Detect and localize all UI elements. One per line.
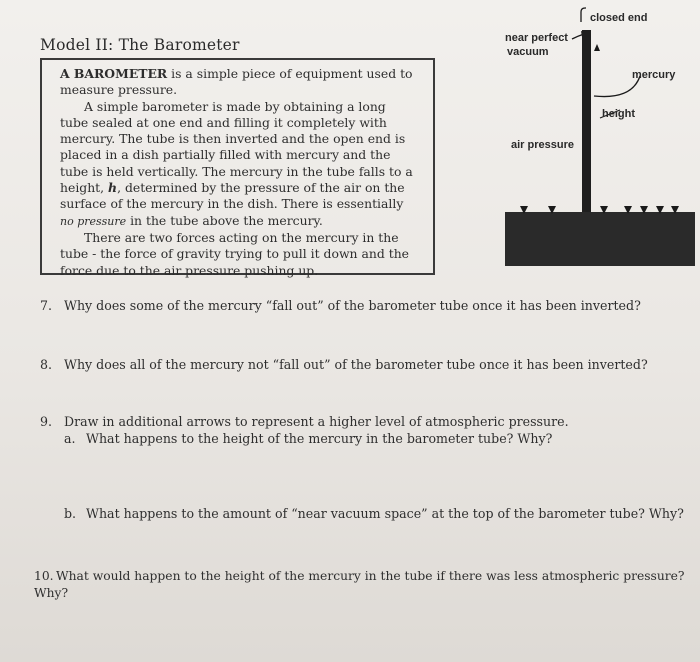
closed-end-bracket xyxy=(581,8,586,22)
mercury-label: mercury xyxy=(632,69,676,81)
model-description-box xyxy=(40,58,435,278)
question-9a xyxy=(64,430,552,447)
paragraph-1-text: is a simple piece of equipment used to measure pressure. xyxy=(60,66,413,98)
no-pressure-emphasis: no pressure xyxy=(60,214,127,228)
pressure-arrow-up xyxy=(594,44,600,51)
question-number: 7. xyxy=(40,298,53,313)
near-perfect-label: near perfect xyxy=(505,32,568,44)
question-text: Draw in additional arrows to represent a higher level of atmospheric pressure. xyxy=(64,414,569,429)
sub-question-letter: a. xyxy=(64,431,76,446)
question-number: 8. xyxy=(40,357,53,372)
barometer-term: A BAROMETER xyxy=(60,66,168,81)
paragraph-2-text-c: in the tube above the mercury. xyxy=(126,212,323,228)
paragraph-1 xyxy=(60,66,417,99)
barometer-tube xyxy=(582,30,591,222)
height-variable: h xyxy=(108,180,118,196)
paragraph-2-text-b: , determined by the pressure of the air on the surface of the mercury in the dish. There is essentially xyxy=(60,180,405,212)
paragraph-2-text-a: A simple barometer is made by obtaining a long tube sealed at one end and filling it completely with mercury. The tube is then inverted and the open end is placed in a dish partially filled with mercury and the tube is held vertically. The mercury in the tube falls to a height, xyxy=(60,98,413,196)
question-10 xyxy=(34,568,700,602)
question-text: Why does all of the mercury not “fall out” of the barometer tube once it has been inverted? xyxy=(64,357,648,372)
vacuum-label: vacuum xyxy=(507,46,549,58)
question-text: Why does some of the mercury “fall out” of the barometer tube once it has been inverted? xyxy=(64,298,641,313)
question-9 xyxy=(40,413,569,430)
question-9b xyxy=(64,505,684,522)
question-text: What would happen to the height of the mercury in the tube if there was less atmospheric pressure? Why? xyxy=(34,569,685,600)
height-label: height xyxy=(602,108,635,120)
question-number: 9. xyxy=(40,414,53,429)
question-number: 10. xyxy=(34,569,54,583)
question-text: What happens to the height of the mercury in the barometer tube? Why? xyxy=(86,431,553,446)
model-title: Model II: The Barometer xyxy=(40,36,240,54)
mercury-dish xyxy=(505,212,695,266)
question-8 xyxy=(40,356,648,373)
question-7 xyxy=(40,297,641,314)
barometer-diagram xyxy=(500,0,700,270)
closed-end-label: closed end xyxy=(590,12,648,24)
paragraph-3: There are two forces acting on the mercury in the tube - the force of gravity trying to pull it down and the force due to the air pressure pushing up. xyxy=(60,229,410,278)
paragraph-2 xyxy=(60,99,417,230)
question-text: What happens to the amount of “near vacuum space” at the top of the barometer tube? Why? xyxy=(86,506,684,521)
air-pressure-label: air pressure xyxy=(511,139,574,151)
sub-question-letter: b. xyxy=(64,506,77,521)
